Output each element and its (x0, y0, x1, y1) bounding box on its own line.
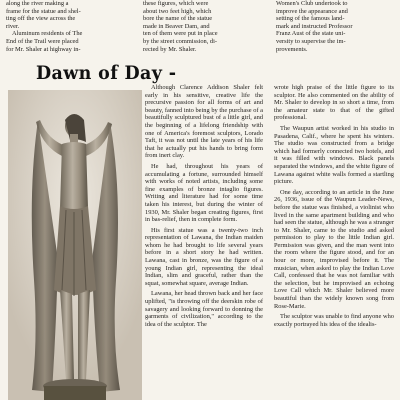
text-line: Franz Aust of the state uni- (276, 30, 346, 38)
text-line: Aluminum residents of The (12, 30, 83, 38)
text-line: by the street commission, di- (143, 37, 218, 45)
article-paragraph: He had, throughout his years of accumulating a fortune, surrounded himself with works of noted artists, including some fine examples of bronze intaglio figures. Writing and literature had for some time taken his interest, but during the winter of 1930, Mr. Shaler began creating figures, first in bas-relief, then in complete form. (145, 162, 263, 224)
article-paragraph: The sculptor was unable to find anyone who exactly portrayed his idea of the idealis- (274, 313, 394, 328)
text-line: about two feet high, which (143, 7, 212, 15)
article-paragraph: Lawana, her head thrown back and her face uplifted, "is throwing off the deerskin robe of savagery and looking forward to donning the garments of civilization," according to the idea of the sculptor. The (145, 290, 263, 328)
top-right-column (276, 0, 394, 54)
right-article-column (274, 84, 394, 400)
statue-figure-illustration (8, 90, 142, 400)
text-line: made in Beaver Dam, and (143, 22, 210, 30)
text-line: frame for the statue and shel- (6, 7, 81, 15)
article-headline: Dawn of Day - (36, 62, 177, 84)
text-line: setting of the famous land- (276, 15, 345, 23)
article-paragraph: His first statue was a twenty-two inch representation of Lawana, the Indian maiden whom he had brought to life several years before in a short story he had written. Lawana, cast in bronze, was the figure of a young Indian girl, representing the ideal Indian, slim and graceful, rather than the squat, somewhat square, average Indian. (145, 226, 263, 287)
article-paragraph: The Waupun artist worked in his studio in Pasadena, Calif., where he spent his winters. The studio was constructed from a bridge which had formerly connected two hotels, and it was filled with windows. Black panels separated the windows, and the white figure of Lawana against white walls formed a startling picture. (274, 124, 394, 186)
text-line: improve the appearance and (276, 7, 348, 15)
top-middle-column (143, 0, 261, 53)
text-line: bore the name of the statue (143, 15, 213, 23)
text-line: rected by Mr. Shaler. (143, 45, 197, 53)
text-line: mark and instructed Professor (276, 22, 353, 30)
text-line: End of the Trail were placed (6, 37, 79, 45)
text-line: river. (6, 22, 20, 30)
text-line: for Mr. Shaler at highway in- (6, 45, 81, 53)
text-line: versity to supervise the im- (276, 37, 346, 45)
top-left-column (6, 0, 132, 70)
text-line: provements. (276, 45, 308, 53)
text-line: Women's Club undertook to (276, 0, 348, 7)
text-line: ten of them were put in place (143, 30, 218, 38)
text-line: along the river making a (6, 0, 69, 7)
article-paragraph: wrote high praise of the little figure to its sculptor. He also commented on the ability of Mr. Shaler to develop in so short a time, from the amateur state to that of the gifted professional. (274, 84, 394, 122)
middle-article-column (145, 84, 263, 400)
text-line: these figures, which were (143, 0, 209, 7)
text-line: ting off the view across the (6, 15, 76, 23)
article-paragraph: Although Clarence Addison Shaler felt early in his sensitive, creative life the precursive passion for all forms of art and beauty, fanned into being by the purchase of a beautifully sculptured bust of a little girl, and the beginning of a lifelong friendship with one of America's foremost sculptors, Lorado Taft, it was not until the late years of his life that he actually put his hands to bring form from inert clay. (145, 84, 263, 160)
statue-photo (8, 90, 142, 400)
article-paragraph: One day, according to an article in the June 26, 1936, issue of the Waupun Leader-News, before the statue was finished, a violinist who lived in the same apartment building and who had seen the statue, although he was a stranger to Mr. Shaler, came to the studio and asked permission to play to the little Indian girl. Permission was given, and the man went into the room where the figure stood, and for an hour or more, improvised before it. The musician, when asked to play the Indian Love Call, confessed that he was not familiar with the selection, but he improvised an echoing Love Call which Mr. Shaler believed more beautiful than the widely known song from Rose-Marie. (274, 188, 394, 310)
